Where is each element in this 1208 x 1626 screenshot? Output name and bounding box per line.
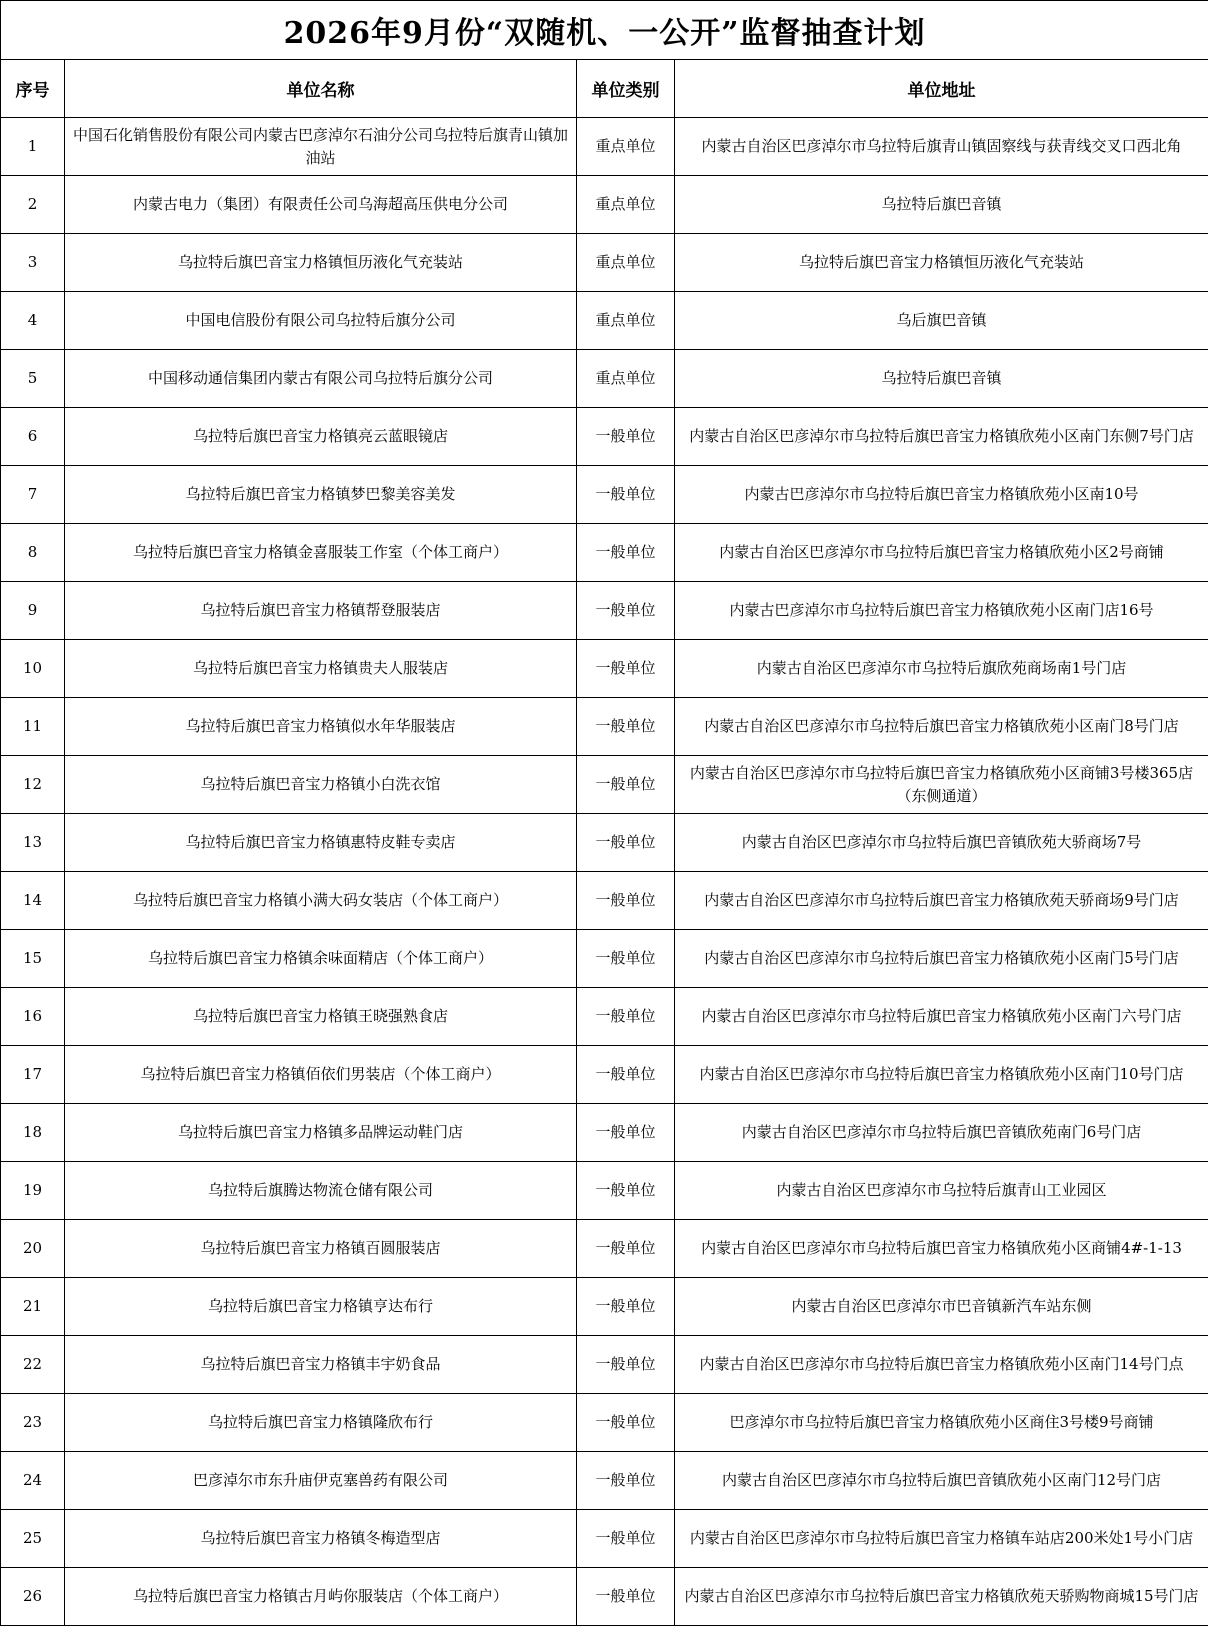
cell-seq: 18 (1, 1104, 65, 1162)
cell-seq: 25 (1, 1510, 65, 1568)
cell-unit-name: 巴彦淖尔市东升庙伊克塞兽药有限公司 (65, 1452, 577, 1510)
cell-unit-category: 重点单位 (577, 176, 675, 234)
table-row (1, 234, 1208, 292)
cell-unit-name: 乌拉特后旗巴音宝力格镇似水年华服装店 (65, 698, 577, 756)
table-row (1, 118, 1208, 176)
cell-seq: 5 (1, 350, 65, 408)
cell-unit-category: 一般单位 (577, 640, 675, 698)
cell-unit-address: 内蒙古自治区巴彦淖尔市乌拉特后旗巴音宝力格镇欣苑小区南门5号门店 (675, 930, 1208, 988)
cell-seq: 3 (1, 234, 65, 292)
cell-unit-address: 内蒙古自治区巴彦淖尔市乌拉特后旗巴音镇欣苑南门6号门店 (675, 1104, 1208, 1162)
cell-unit-name: 乌拉特后旗巴音宝力格镇冬梅造型店 (65, 1510, 577, 1568)
table-row (1, 698, 1208, 756)
cell-unit-address: 内蒙古自治区巴彦淖尔市乌拉特后旗巴音镇欣苑小区南门12号门店 (675, 1452, 1208, 1510)
cell-unit-category: 重点单位 (577, 350, 675, 408)
cell-unit-category: 一般单位 (577, 1104, 675, 1162)
cell-unit-category: 重点单位 (577, 292, 675, 350)
cell-seq: 4 (1, 292, 65, 350)
cell-unit-name: 中国电信股份有限公司乌拉特后旗分公司 (65, 292, 577, 350)
cell-unit-category: 一般单位 (577, 756, 675, 814)
column-header-category: 单位类别 (577, 60, 675, 118)
table-row (1, 988, 1208, 1046)
cell-unit-address: 内蒙古自治区巴彦淖尔市乌拉特后旗巴音宝力格镇欣苑小区南门8号门店 (675, 698, 1208, 756)
cell-unit-category: 一般单位 (577, 524, 675, 582)
cell-seq: 2 (1, 176, 65, 234)
cell-unit-name: 乌拉特后旗腾达物流仓储有限公司 (65, 1162, 577, 1220)
cell-unit-name: 中国移动通信集团内蒙古有限公司乌拉特后旗分公司 (65, 350, 577, 408)
cell-unit-address: 内蒙古自治区巴彦淖尔市乌拉特后旗巴音宝力格镇欣苑小区南门东侧7号门店 (675, 408, 1208, 466)
cell-unit-name: 中国石化销售股份有限公司内蒙古巴彦淖尔石油分公司乌拉特后旗青山镇加油站 (65, 118, 577, 176)
column-header-name: 单位名称 (65, 60, 577, 118)
cell-unit-address: 乌拉特后旗巴音镇 (675, 176, 1208, 234)
cell-seq: 6 (1, 408, 65, 466)
cell-unit-name: 乌拉特后旗巴音宝力格镇多品牌运动鞋门店 (65, 1104, 577, 1162)
table-body (1, 118, 1208, 1626)
cell-seq: 15 (1, 930, 65, 988)
cell-unit-name: 乌拉特后旗巴音宝力格镇贵夫人服装店 (65, 640, 577, 698)
cell-seq: 12 (1, 756, 65, 814)
table-row (1, 176, 1208, 234)
cell-seq: 26 (1, 1568, 65, 1626)
cell-unit-name: 乌拉特后旗巴音宝力格镇余味面精店（个体工商户） (65, 930, 577, 988)
table-row (1, 872, 1208, 930)
cell-unit-category: 一般单位 (577, 1510, 675, 1568)
table-row (1, 1452, 1208, 1510)
cell-unit-address: 内蒙古自治区巴彦淖尔市乌拉特后旗巴音宝力格镇欣苑小区南门六号门店 (675, 988, 1208, 1046)
column-header-address: 单位地址 (675, 60, 1208, 118)
cell-seq: 13 (1, 814, 65, 872)
cell-unit-category: 一般单位 (577, 1278, 675, 1336)
cell-seq: 7 (1, 466, 65, 524)
cell-unit-address: 内蒙古自治区巴彦淖尔市乌拉特后旗巴音宝力格镇欣苑小区商铺3号楼365店（东侧通道） (675, 756, 1208, 814)
cell-unit-address: 内蒙古巴彦淖尔市乌拉特后旗巴音宝力格镇欣苑小区南门店16号 (675, 582, 1208, 640)
cell-unit-category: 一般单位 (577, 1394, 675, 1452)
cell-unit-category: 一般单位 (577, 872, 675, 930)
table-row (1, 350, 1208, 408)
cell-unit-name: 乌拉特后旗巴音宝力格镇古月屿你服装店（个体工商户） (65, 1568, 577, 1626)
table-row (1, 1510, 1208, 1568)
cell-unit-address: 内蒙古自治区巴彦淖尔市乌拉特后旗巴音宝力格镇车站店200米处1号小门店 (675, 1510, 1208, 1568)
cell-unit-address: 内蒙古巴彦淖尔市乌拉特后旗巴音宝力格镇欣苑小区南10号 (675, 466, 1208, 524)
table-row (1, 1162, 1208, 1220)
cell-unit-category: 一般单位 (577, 814, 675, 872)
cell-seq: 11 (1, 698, 65, 756)
title-row (1, 1, 1208, 60)
cell-unit-category: 一般单位 (577, 1162, 675, 1220)
cell-unit-address: 内蒙古自治区巴彦淖尔市乌拉特后旗欣苑商场南1号门店 (675, 640, 1208, 698)
table-row (1, 1394, 1208, 1452)
cell-unit-category: 一般单位 (577, 1568, 675, 1626)
cell-unit-address: 内蒙古自治区巴彦淖尔市乌拉特后旗巴音宝力格镇欣苑天骄购物商城15号门店 (675, 1568, 1208, 1626)
cell-unit-name: 乌拉特后旗巴音宝力格镇恒历液化气充装站 (65, 234, 577, 292)
page-title: 2026年9月份“双随机、一公开”监督抽查计划 (1, 1, 1208, 60)
cell-unit-category: 一般单位 (577, 582, 675, 640)
cell-unit-address: 内蒙古自治区巴彦淖尔市乌拉特后旗巴音宝力格镇欣苑小区南门10号门店 (675, 1046, 1208, 1104)
cell-unit-name: 乌拉特后旗巴音宝力格镇亨达布行 (65, 1278, 577, 1336)
cell-unit-name: 乌拉特后旗巴音宝力格镇佰依们男装店（个体工商户） (65, 1046, 577, 1104)
table-row (1, 466, 1208, 524)
cell-seq: 1 (1, 118, 65, 176)
cell-unit-name: 乌拉特后旗巴音宝力格镇百圆服装店 (65, 1220, 577, 1278)
cell-unit-category: 一般单位 (577, 930, 675, 988)
cell-unit-category: 一般单位 (577, 988, 675, 1046)
table-row (1, 1104, 1208, 1162)
table-row (1, 1278, 1208, 1336)
cell-unit-address: 乌拉特后旗巴音镇 (675, 350, 1208, 408)
column-header-seq: 序号 (1, 60, 65, 118)
cell-unit-address: 内蒙古自治区巴彦淖尔市乌拉特后旗巴音宝力格镇欣苑小区2号商铺 (675, 524, 1208, 582)
cell-unit-address: 乌后旗巴音镇 (675, 292, 1208, 350)
cell-unit-category: 重点单位 (577, 118, 675, 176)
cell-unit-name: 乌拉特后旗巴音宝力格镇小白洗衣馆 (65, 756, 577, 814)
cell-seq: 20 (1, 1220, 65, 1278)
cell-unit-address: 乌拉特后旗巴音宝力格镇恒历液化气充装站 (675, 234, 1208, 292)
cell-unit-address: 内蒙古自治区巴彦淖尔市巴音镇新汽车站东侧 (675, 1278, 1208, 1336)
table-row (1, 756, 1208, 814)
table-row (1, 408, 1208, 466)
cell-seq: 19 (1, 1162, 65, 1220)
cell-unit-name: 乌拉特后旗巴音宝力格镇帮登服装店 (65, 582, 577, 640)
cell-unit-name: 乌拉特后旗巴音宝力格镇隆欣布行 (65, 1394, 577, 1452)
cell-unit-category: 一般单位 (577, 408, 675, 466)
cell-seq: 9 (1, 582, 65, 640)
cell-unit-address: 内蒙古自治区巴彦淖尔市乌拉特后旗巴音镇欣苑大骄商场7号 (675, 814, 1208, 872)
cell-seq: 23 (1, 1394, 65, 1452)
cell-seq: 14 (1, 872, 65, 930)
cell-unit-address: 巴彦淖尔市乌拉特后旗巴音宝力格镇欣苑小区商住3号楼9号商铺 (675, 1394, 1208, 1452)
table-row (1, 930, 1208, 988)
cell-unit-address: 内蒙古自治区巴彦淖尔市乌拉特后旗青山镇固察线与获青线交叉口西北角 (675, 118, 1208, 176)
cell-seq: 24 (1, 1452, 65, 1510)
table-row (1, 1336, 1208, 1394)
cell-unit-name: 乌拉特后旗巴音宝力格镇丰宇奶食品 (65, 1336, 577, 1394)
cell-unit-name: 乌拉特后旗巴音宝力格镇梦巴黎美容美发 (65, 466, 577, 524)
cell-seq: 17 (1, 1046, 65, 1104)
cell-unit-category: 一般单位 (577, 1220, 675, 1278)
table-row (1, 292, 1208, 350)
cell-unit-category: 一般单位 (577, 466, 675, 524)
cell-seq: 16 (1, 988, 65, 1046)
cell-unit-address: 内蒙古自治区巴彦淖尔市乌拉特后旗巴音宝力格镇欣苑天骄商场9号门店 (675, 872, 1208, 930)
cell-unit-name: 内蒙古电力（集团）有限责任公司乌海超高压供电分公司 (65, 176, 577, 234)
header-row (1, 60, 1208, 118)
cell-seq: 21 (1, 1278, 65, 1336)
cell-seq: 10 (1, 640, 65, 698)
table-row (1, 1220, 1208, 1278)
table-row (1, 582, 1208, 640)
table-row (1, 524, 1208, 582)
cell-unit-address: 内蒙古自治区巴彦淖尔市乌拉特后旗巴音宝力格镇欣苑小区南门14号门点 (675, 1336, 1208, 1394)
cell-unit-category: 一般单位 (577, 698, 675, 756)
cell-seq: 8 (1, 524, 65, 582)
cell-unit-address: 内蒙古自治区巴彦淖尔市乌拉特后旗巴音宝力格镇欣苑小区商铺4#-1-13 (675, 1220, 1208, 1278)
cell-unit-category: 一般单位 (577, 1046, 675, 1104)
cell-unit-name: 乌拉特后旗巴音宝力格镇亮云蓝眼镜店 (65, 408, 577, 466)
table-row (1, 814, 1208, 872)
table-row (1, 640, 1208, 698)
cell-unit-name: 乌拉特后旗巴音宝力格镇王晓强熟食店 (65, 988, 577, 1046)
cell-unit-name: 乌拉特后旗巴音宝力格镇小满大码女装店（个体工商户） (65, 872, 577, 930)
cell-seq: 22 (1, 1336, 65, 1394)
cell-unit-name: 乌拉特后旗巴音宝力格镇惠特皮鞋专卖店 (65, 814, 577, 872)
cell-unit-category: 一般单位 (577, 1452, 675, 1510)
table-row (1, 1046, 1208, 1104)
cell-unit-address: 内蒙古自治区巴彦淖尔市乌拉特后旗青山工业园区 (675, 1162, 1208, 1220)
table-row (1, 1568, 1208, 1626)
cell-unit-name: 乌拉特后旗巴音宝力格镇金喜服装工作室（个体工商户） (65, 524, 577, 582)
cell-unit-category: 一般单位 (577, 1336, 675, 1394)
cell-unit-category: 重点单位 (577, 234, 675, 292)
